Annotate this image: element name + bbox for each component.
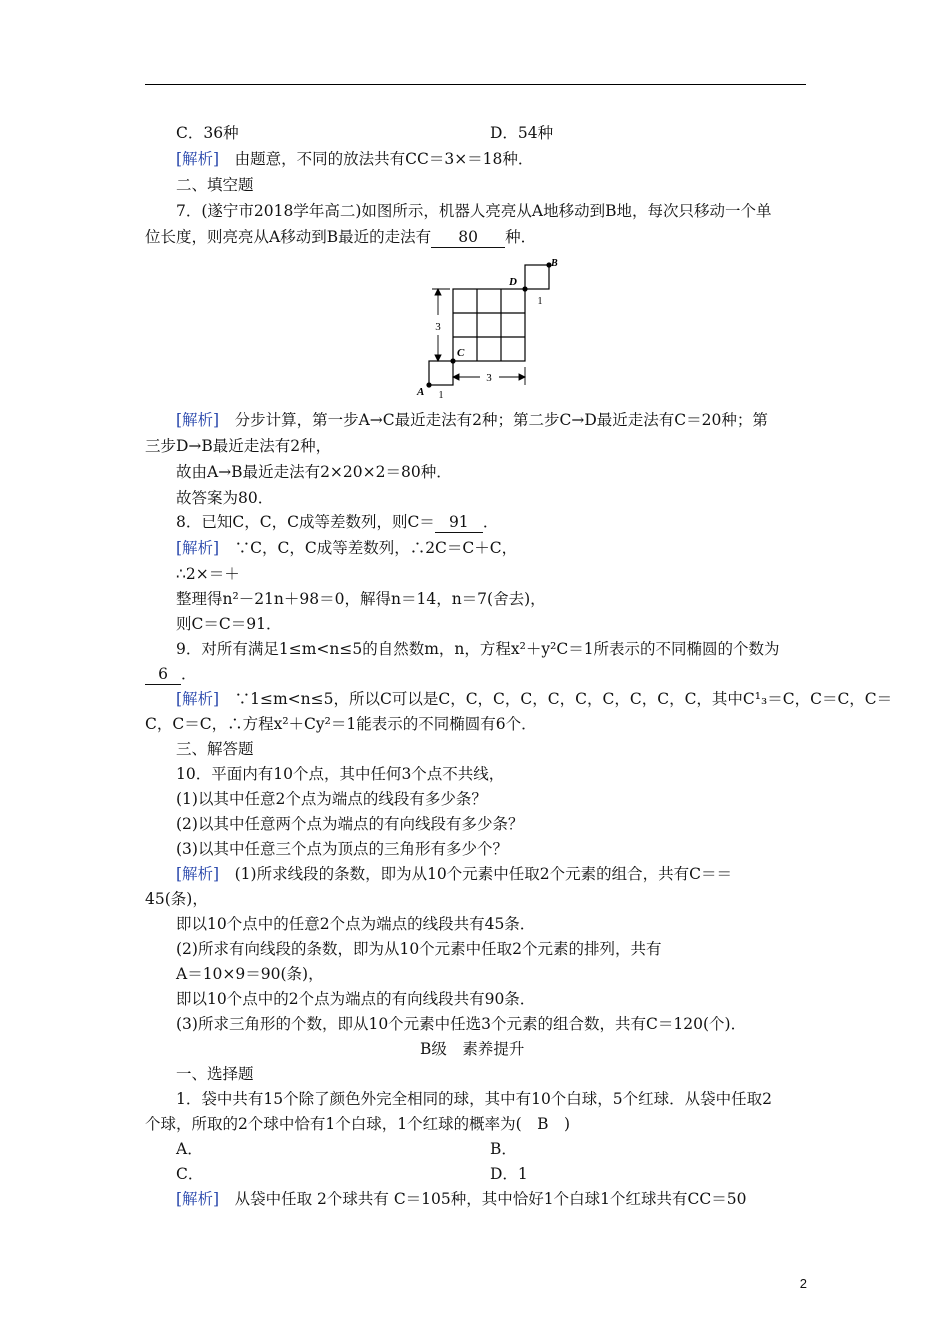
q9-analysis-1	[176, 689, 892, 709]
analysis-tag: [解析]	[176, 411, 220, 429]
label-a: A	[417, 386, 425, 398]
b1-analysis-1	[176, 1189, 746, 1209]
section-choice: 一、选择题	[176, 1065, 254, 1083]
q8-stem-a: 8．已知C，C，C成等差数列，则C＝	[176, 513, 435, 531]
q6-analysis	[176, 149, 533, 169]
q8-analysis-2: ∴2×＝＋	[176, 565, 240, 583]
q10-analysis-5: A＝10×9＝90(条)，	[176, 965, 324, 983]
q9-stem-answer-line	[145, 664, 197, 685]
q6-option-d: D．54种	[490, 124, 554, 142]
q10-analysis-4: (2)所求有向线段的条数，即为从10个元素中任取2个元素的排列，共有	[176, 940, 662, 958]
section-fill-blank: 二、填空题	[176, 176, 254, 194]
q7-stem-1: 7．(遂宁市2018学年高二)如图所示，机器人亮亮从A地移动到B地，每次只移动一个单	[176, 202, 772, 220]
analysis-tag: [解析]	[176, 1190, 220, 1208]
q8-analysis-4: 则C＝C＝91．	[176, 615, 282, 633]
label-b: B	[551, 258, 558, 269]
q7-stem-2a: 位长度，则亮亮从A移动到B最近的走法有	[145, 228, 432, 246]
q8-analysis-3: 整理得n²－21n＋98＝0，解得n＝14，n＝7(舍去)，	[176, 590, 546, 608]
point-a	[426, 382, 431, 387]
q7-analysis-2: 三步D→B最近走法有2种，	[145, 437, 332, 455]
main-grid	[429, 265, 549, 385]
dim-horizontal-label: 3	[486, 372, 492, 384]
b1-stem-1: 1．袋中共有15个除了颜色外完全相同的球，其中有10个白球，5个红球．从袋中任取2	[176, 1090, 773, 1108]
level-b-heading: B级 素养提升	[420, 1040, 525, 1058]
analysis-tag: [解析]	[176, 539, 220, 557]
b1-stem-2: 个球，所取的2个球中恰有1个白球，1个红球的概率为( B )	[145, 1115, 571, 1133]
dim-small-bottom-label: 1	[438, 390, 444, 401]
q9-analysis-2: C，C＝C，∴方程x²＋Cy²＝1能表示的不同椭圆有6个．	[145, 715, 537, 733]
q7-grid-figure	[410, 255, 560, 405]
section-solve: 三、解答题	[176, 740, 254, 758]
small-square-top	[525, 265, 549, 289]
q10-sub-3: (3)以其中任意三个点为顶点的三角形有多少个？	[176, 840, 508, 858]
q7-stem-2	[145, 227, 536, 248]
b1-option-d: D．1	[490, 1165, 528, 1183]
q10-analysis-text-1: (1)所求线段的条数，即为从10个元素中任取2个元素的组合，共有C＝＝	[219, 865, 733, 883]
q8-stem	[176, 512, 498, 533]
q7-analysis-3: 故由A→B最近走法有2×20×2＝80种．	[176, 463, 452, 481]
q7-analysis-1	[176, 410, 768, 430]
b1-analysis-text-1: 从袋中任取 2个球共有 C＝105种，其中恰好1个白球1个红球共有CC＝50	[219, 1190, 747, 1208]
q8-analysis-1	[176, 538, 517, 558]
dim-small-top-label: 1	[537, 296, 543, 307]
q9-answer: 6	[145, 664, 181, 685]
q10-analysis-1	[176, 864, 732, 884]
label-d: D	[509, 276, 517, 288]
point-d	[522, 286, 527, 291]
point-c	[450, 358, 455, 363]
q9-analysis-text-1: ∵1≤m<n≤5，所以C可以是C，C，C，C，C，C，C，C，C，C，其中C¹₃＝C，C＝C，C＝	[219, 690, 893, 708]
analysis-tag: [解析]	[176, 150, 220, 168]
q6-analysis-text: 由题意，不同的放法共有CC＝3×＝18种．	[219, 150, 534, 168]
q10-sub-2: (2)以其中任意两个点为端点的有向线段有多少条？	[176, 815, 524, 833]
q8-answer: 91	[435, 512, 483, 533]
q8-analysis-text-1: ∵C，C，C成等差数列，∴2C＝C＋C，	[219, 539, 518, 557]
q6-option-c: C．36种	[176, 124, 239, 142]
b1-option-c: C．	[176, 1165, 204, 1183]
page-number: 2	[799, 1276, 807, 1291]
q7-analysis-text-1: 分步计算，第一步A→C最近走法有2种；第二步C→D最近走法有C＝20种；第	[219, 411, 768, 429]
analysis-tag: [解析]	[176, 865, 220, 883]
q7-answer: 80	[431, 227, 505, 248]
b1-option-a: A．	[176, 1140, 203, 1158]
q9-stem: 9．对所有满足1≤m<n≤5的自然数m，n，方程x²＋y²C＝1所表示的不同椭圆的个数为	[176, 640, 780, 658]
q10-analysis-2: 45(条)，	[145, 890, 208, 908]
q10-stem: 10．平面内有10个点，其中任何3个点不共线，	[176, 765, 505, 783]
header-rule	[145, 84, 806, 85]
b1-option-b: B．	[490, 1140, 517, 1158]
q9-stem-end: ．	[181, 665, 197, 683]
q10-sub-1: (1)以其中任意2个点为端点的线段有多少条？	[176, 790, 487, 808]
label-c: C	[457, 347, 465, 359]
q8-stem-b: ．	[482, 513, 499, 531]
q7-analysis-4: 故答案为80．	[176, 489, 274, 507]
q10-analysis-3: 即以10个点中的任意2个点为端点的线段共有45条．	[176, 915, 536, 933]
q10-analysis-7: (3)所求三角形的个数，即从10个元素中任选3个元素的组合数，共有C＝120(个)．	[176, 1015, 747, 1033]
q10-analysis-6: 即以10个点中的2个点为端点的有向线段共有90条．	[176, 990, 536, 1008]
dim-vertical-label: 3	[435, 321, 441, 333]
q7-stem-2b: 种．	[505, 228, 537, 246]
analysis-tag: [解析]	[176, 690, 220, 708]
small-square-bottom	[429, 361, 453, 385]
